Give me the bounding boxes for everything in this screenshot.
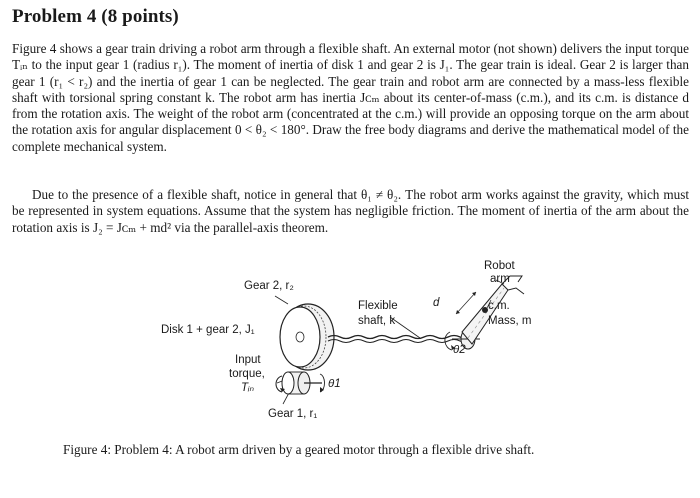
gear1 bbox=[282, 372, 322, 394]
gear2-label: Gear 2, r₂ bbox=[244, 280, 294, 292]
input-label-line2: torque, bbox=[229, 368, 265, 380]
d-label: d bbox=[433, 297, 440, 309]
problem-paragraph-2: Due to the presence of a flexible shaft, notice in general that θ₁ ≠ θ₂. The robot arm works against the gravity, which must be represented in system equations. Assume that the system has negligible friction. The moment of inertia of the arm about the rotation axis is J₂ = Jᴄₘ + md² via the parallel-axis theorem. bbox=[12, 187, 689, 235]
figure-caption: Figure 4: Problem 4: A robot arm driven by a geared motor through a flexible drive shaft. bbox=[63, 442, 535, 457]
flexible-shaft bbox=[328, 336, 472, 339]
disk1-label: Disk 1 + gear 2, J₁ bbox=[161, 324, 255, 336]
problem-title: Problem 4 (8 points) bbox=[12, 6, 179, 27]
robot-arm-label-line1: Robot bbox=[484, 260, 515, 272]
problem-paragraph-1: Figure 4 shows a gear train driving a robot arm through a flexible shaft. An external motor (not shown) delivers the input torque Tᵢₙ to the input gear 1 (radius r₁). The moment of inertia of disk 1 and gear 2 is J₁. The gear train is ideal. Gear 2 is larger than gear 1 (r₁ < r₂) and the inertia of gear 1 can be neglected. The gear train and robot arm are connected by a mass-less flexible shaft with torsional spring constant k. The robot arm has inertia Jᴄₘ about its center-of-mass (c.m.), and its c.m. is distance d from the rotation axis. The weight of the robot arm (concentrated at the c.m.) will provide an opposing torque on the arm about the rotation axis for angular displacement 0 < θ₂ < 180°. Draw the free body diagrams and derive the mathematical model of the complete mechanical system. bbox=[12, 41, 689, 154]
flexible-label-line2: shaft, k bbox=[358, 315, 396, 327]
robot-arm-label-line2: arm bbox=[490, 273, 510, 285]
input-label-line3: Tᵢₙ bbox=[241, 382, 255, 394]
gear2-disk bbox=[280, 304, 334, 370]
gear-train-figure bbox=[150, 252, 550, 432]
theta2-label: θ2 bbox=[453, 344, 466, 356]
input-label-line1: Input bbox=[235, 354, 261, 366]
gear1-label: Gear 1, r₁ bbox=[268, 408, 318, 420]
cm-label: c.m. bbox=[488, 300, 510, 312]
theta1-label: θ1 bbox=[328, 378, 341, 390]
mass-label: Mass, m bbox=[488, 315, 532, 327]
flexible-label-line1: Flexible bbox=[358, 300, 398, 312]
